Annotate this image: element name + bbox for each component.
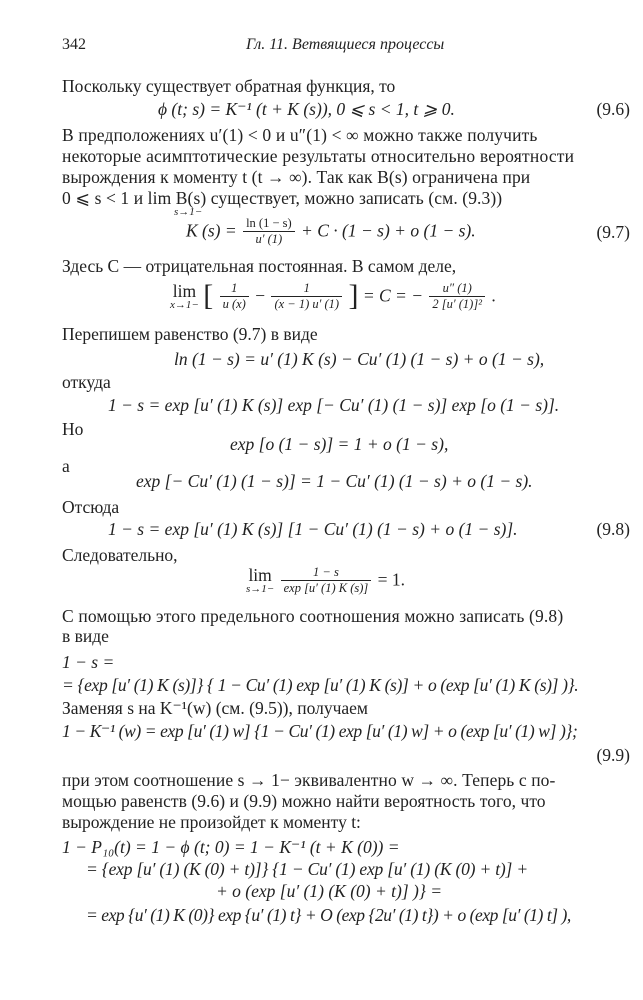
equation-final-4: = exp {u′ (1) K (0)} exp {u′ (1) t} + O (exp {2u′ (1) t}) + o (exp [u′ (1) t] ), bbox=[86, 905, 571, 925]
text-line: 0 ⩽ s < 1 и lim B(s) существует, можно записать (см. (9.3)) bbox=[62, 188, 503, 208]
equation-ln: ln (1 − s) = u′ (1) K (s) − Cu′ (1) (1 − s) + o (1 − s), bbox=[174, 349, 545, 369]
text-line: мощью равенств (9.6) и (9.9) можно найти вероятность того, что bbox=[62, 791, 546, 811]
denominator: exp [u′ (1) K (s)] bbox=[283, 580, 369, 595]
equation-number: (9.6) bbox=[596, 99, 630, 119]
equation-number: (9.7) bbox=[596, 222, 630, 242]
text-line: С помощью этого предельного соотношения можно записать (9.8) bbox=[62, 606, 564, 626]
limit-operator bbox=[170, 282, 199, 312]
text-line: Отсюда bbox=[62, 497, 120, 517]
eq-rest: + C · (1 − s) + o (1 − s). bbox=[301, 220, 476, 241]
equation-final-1: 1 − P₁₀(t) = 1 − ϕ (t; 0) = 1 − K⁻¹ (t + K (0)) = bbox=[62, 837, 400, 857]
text-line: в виде bbox=[62, 626, 109, 646]
limit-C-equation: lim x→1− [ $\frac{1}{u (x)}$ − $\frac{1}{(x - 1) u' (1)}$ ] = C = − $\frac{u'' (1)}{\text{2 [u′ (1)]²}}$ . bbox=[170, 279, 496, 312]
page-number: 342 bbox=[62, 36, 86, 53]
numerator: 1 bbox=[271, 282, 342, 297]
equation-exp-3: exp [− Cu′ (1) (1 − s)] = 1 − Cu′ (1) (1 − s) + o (1 − s). bbox=[136, 471, 533, 491]
equation-9-8: 1 − s = exp [u′ (1) K (s)] [1 − Cu′ (1) (1 − s) + o (1 − s)]. bbox=[108, 519, 518, 539]
equation-9-7 bbox=[186, 217, 476, 245]
fraction bbox=[220, 282, 249, 310]
bracket-right: ] bbox=[348, 279, 359, 312]
text-line: Поскольку существует обратная функция, то bbox=[62, 76, 396, 96]
eq-mid: = C = − bbox=[362, 285, 424, 306]
eq-rhs: = 1. bbox=[377, 569, 406, 590]
equation-a-line-2: = {exp [u′ (1) K (s)]} { 1 − Cu′ (1) exp [u′ (1) K (s)] + o (exp [u′ (1) K (s)] )}. bbox=[62, 675, 579, 695]
equation-exp-2: exp [o (1 − s)] = 1 + o (1 − s), bbox=[230, 434, 449, 454]
limit-operator bbox=[246, 566, 274, 596]
eq-lhs: K (s) = bbox=[186, 220, 237, 241]
text-line: при этом соотношение s → 1− эквивалентно w → ∞. Теперь с по- bbox=[62, 770, 556, 790]
text-line: Заменяя s на K⁻¹(w) (см. (9.5)), получаем bbox=[62, 698, 369, 718]
equation-number: (9.8) bbox=[596, 519, 630, 539]
equation-final-3: + o (exp [u′ (1) (K (0) + t)] )} = bbox=[216, 881, 443, 901]
lim-word: lim bbox=[172, 281, 197, 301]
fraction bbox=[281, 566, 372, 594]
text-line: Но bbox=[62, 419, 84, 439]
equation-9-6: ϕ (t; s) = K⁻¹ (t + K (s)), 0 ⩽ s < 1, t ⩾ 0. bbox=[158, 99, 455, 119]
text-line: вырождение не произойдет к моменту t: bbox=[62, 812, 361, 832]
lim-sub: x→1− bbox=[170, 299, 199, 312]
numerator: u″ (1) bbox=[429, 282, 485, 297]
equation-9-9: 1 − K⁻¹ (w) = exp [u′ (1) w] {1 − Cu′ (1) exp [u′ (1) w] + o (exp [u′ (1) w] )}; bbox=[62, 721, 578, 741]
text-line: некоторые асимптотические результаты относительно вероятности bbox=[62, 146, 575, 166]
fraction bbox=[243, 217, 295, 245]
limit-ratio-equation bbox=[246, 566, 405, 596]
equation-final-2: = {exp [u′ (1) (K (0) + t)]} {1 − Cu′ (1) exp [u′ (1) (K (0) + t)] + bbox=[86, 859, 528, 879]
text-line: вырождения к моменту t (t → ∞). Так как B(s) ограничена при bbox=[62, 167, 531, 187]
numerator: 1 − s bbox=[281, 566, 372, 581]
text-line: откуда bbox=[62, 372, 111, 392]
bracket-left: [ bbox=[203, 279, 214, 312]
equation-number: (9.9) bbox=[596, 745, 630, 765]
text-line: а bbox=[62, 456, 70, 476]
denominator: (x − 1) u′ (1) bbox=[274, 296, 340, 311]
fraction bbox=[271, 282, 342, 310]
equation-exp-1: 1 − s = exp [u′ (1) K (s)] exp [− Cu′ (1) (1 − s)] exp [o (1 − s)]. bbox=[108, 395, 560, 415]
denominator: 2 [u′ (1)]² bbox=[432, 296, 482, 311]
text-line: В предположениях u′(1) < 0 и u″(1) < ∞ можно также получить bbox=[62, 125, 538, 145]
text-line: Перепишем равенство (9.7) в виде bbox=[62, 324, 318, 344]
numerator: 1 bbox=[220, 282, 249, 297]
equation-a-line-1: 1 − s = bbox=[62, 652, 115, 672]
fraction bbox=[429, 282, 485, 310]
running-head: Гл. 11. Ветвящиеся процессы bbox=[246, 36, 445, 53]
text-line: Здесь C — отрицательная постоянная. В самом деле, bbox=[62, 256, 457, 276]
limit-subscript: s→1− bbox=[174, 206, 203, 218]
text-line: Следовательно, bbox=[62, 545, 178, 565]
numerator: ln (1 − s) bbox=[243, 217, 295, 232]
lim-sub: s→1− bbox=[246, 583, 275, 596]
denominator: u (x) bbox=[222, 296, 246, 311]
lim-word: lim bbox=[248, 565, 272, 585]
denominator: u′ (1) bbox=[255, 231, 283, 246]
